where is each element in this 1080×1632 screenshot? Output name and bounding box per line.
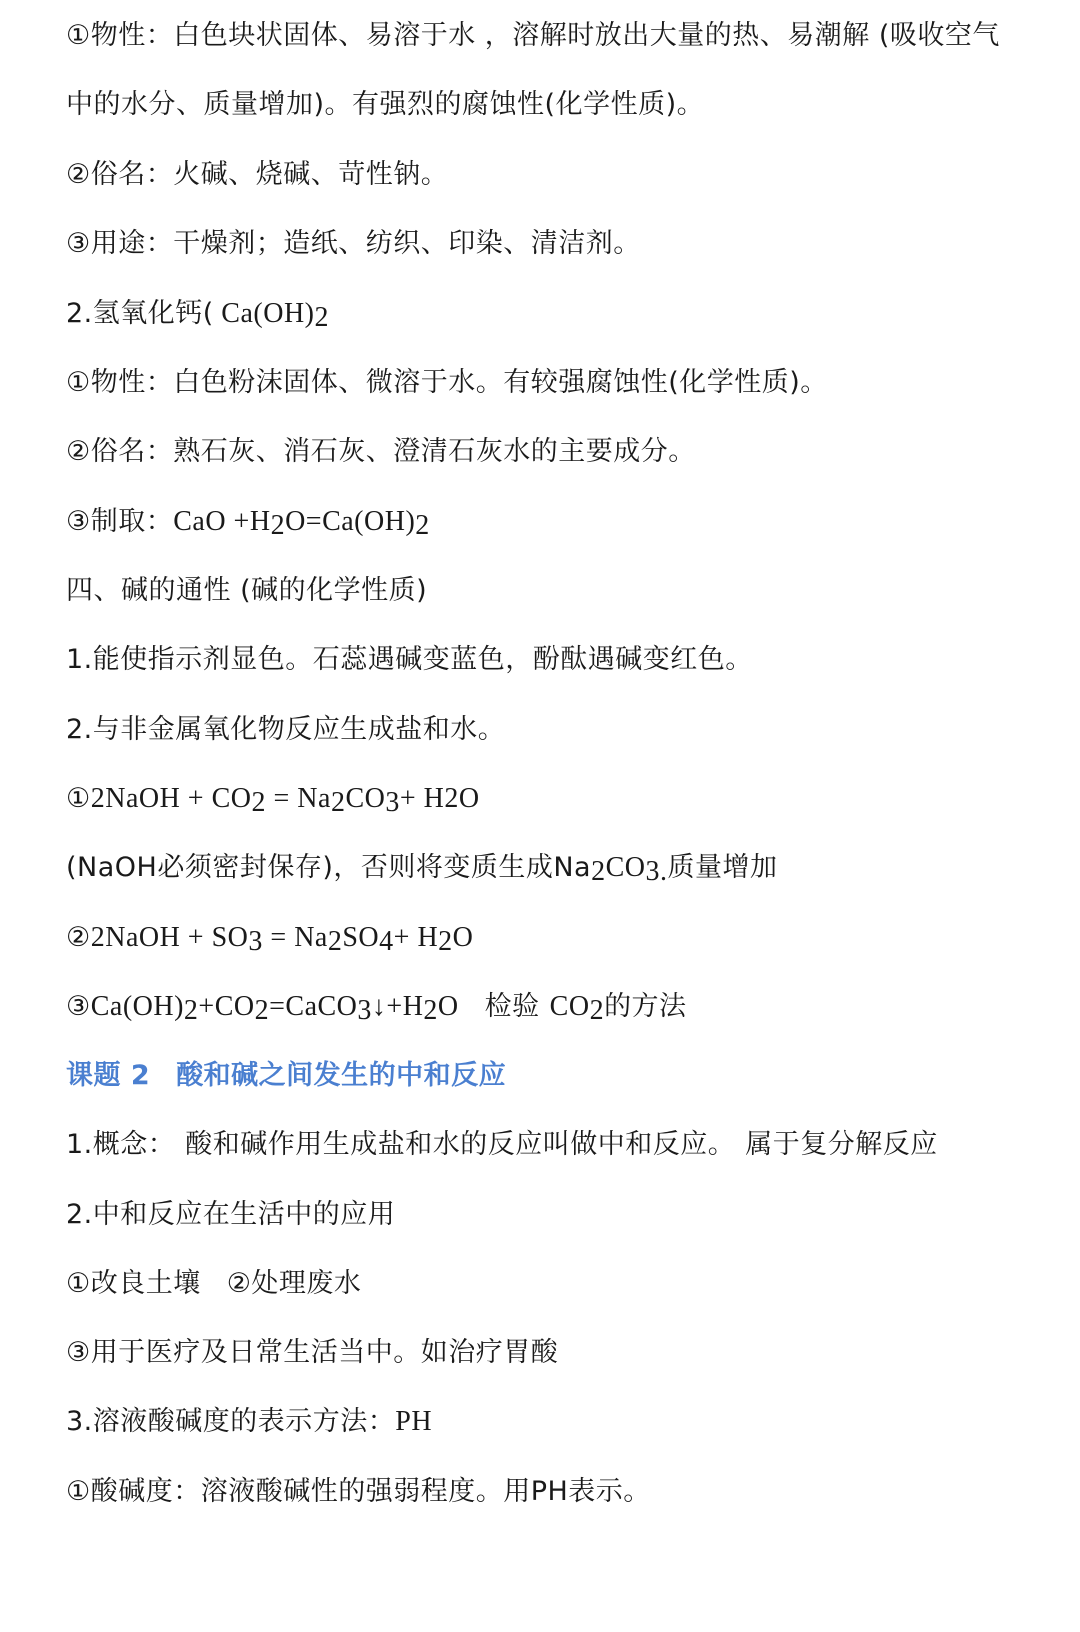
equation-part: CaO +H xyxy=(173,506,271,537)
text-line-applications-2: ③用于医疗及日常生活当中。如治疗胃酸 xyxy=(66,1337,559,1368)
text-line-caoh2-preparation xyxy=(66,504,430,540)
caoh2-formula: Ca(OH) xyxy=(213,298,315,329)
text-line-caoh2-common-names: ②俗名：熟石灰、消石灰、澄清石灰水的主要成分。 xyxy=(66,436,696,467)
lesson-title: 酸和碱之间发生的中和反应 xyxy=(176,1060,507,1091)
equation-part: ↓+H xyxy=(371,991,424,1022)
text-line-naoh-properties: ①物性：白色块状固体、易溶于水 ，溶解时放出大量的热、易潮解 (吸收空气 xyxy=(66,20,1000,51)
storage-note-end: 质量增加 xyxy=(667,852,778,883)
subscript: 2 xyxy=(438,926,453,957)
text-line-ph-definition: ①酸碱度：溶液酸碱性的强弱程度。用PH表示。 xyxy=(66,1476,651,1507)
text-line-concept xyxy=(66,1127,938,1163)
subscript: 2 xyxy=(591,856,606,887)
text-line-naoh-properties-cont: 中的水分、质量增加)。有强烈的腐蚀性(化学性质)。 xyxy=(66,89,705,120)
subscript: 2 xyxy=(254,995,270,1026)
equation-part: + H xyxy=(393,922,439,953)
equation-number: ① xyxy=(66,783,91,814)
text-line-caoh2-properties: ①物性：白色粉沫固体、微溶于水。有较强腐蚀性(化学性质)。 xyxy=(66,367,828,398)
subscript: 2 xyxy=(415,510,430,541)
lesson-number: 课题 2 xyxy=(66,1060,151,1091)
formula-part: CO xyxy=(605,852,646,883)
concept-label: 1.概念： xyxy=(66,1129,176,1160)
text-line-caoh2-heading xyxy=(66,296,329,332)
storage-note: (NaOH必须密封保存)，否则将变质生成Na xyxy=(66,852,592,883)
equation-part: 2NaOH + SO xyxy=(90,922,249,953)
subscript: 2 xyxy=(423,995,438,1026)
subscript: 3 xyxy=(248,926,263,957)
concept-classification: 属于复分解反应 xyxy=(745,1129,938,1160)
section-heading-lesson-2 xyxy=(66,1058,506,1094)
text-line-applications-heading: 2.中和反应在生活中的应用 xyxy=(66,1199,396,1230)
application-wastewater: ②处理废水 xyxy=(226,1268,362,1299)
equation-part: Ca(OH) xyxy=(90,991,184,1022)
equation-part: +CO xyxy=(198,991,255,1022)
text-line-naoh-uses: ③用途：干燥剂；造纸、纺织、印染、清洁剂。 xyxy=(66,228,641,259)
equation-part: = Na xyxy=(266,783,331,814)
subscript: 2 xyxy=(314,302,329,333)
test-label: 检验 xyxy=(484,991,540,1022)
subscript: 3 xyxy=(357,995,372,1026)
subscript: 2 xyxy=(270,510,286,541)
subscript: 2 xyxy=(589,995,605,1026)
equation-number: ② xyxy=(66,922,91,953)
equation-part: = Na xyxy=(262,922,328,953)
equation-caoh2-co2 xyxy=(66,989,687,1025)
text-line-nonmetal-oxide: 2.与非金属氧化物反应生成盐和水。 xyxy=(66,714,506,745)
subscript: 2 xyxy=(183,995,199,1026)
equation-naoh-co2 xyxy=(66,781,480,817)
text-line-indicator: 1.能使指示剂显色。石蕊遇碱变蓝色，酚酞遇碱变红色。 xyxy=(66,644,753,675)
text-line-applications-1 xyxy=(66,1266,361,1302)
equation-part: O xyxy=(437,991,459,1022)
equation-number: ③ xyxy=(66,991,91,1022)
application-soil: ①改良土壤 xyxy=(66,1268,201,1299)
equation-part: SO xyxy=(342,922,380,953)
method-label: 的方法 xyxy=(604,991,687,1022)
preparation-label: ③制取： xyxy=(66,506,174,537)
text-line-naoh-storage xyxy=(66,850,778,886)
subscript: 3. xyxy=(645,856,668,887)
subscript: 4 xyxy=(379,926,394,957)
subscript: 2 xyxy=(327,926,343,957)
text-line-ph-heading xyxy=(66,1404,432,1440)
section-heading-base-properties: 四、碱的通性 (碱的化学性质) xyxy=(66,575,428,606)
caoh2-heading-label: 2.氢氧化钙( xyxy=(66,298,214,329)
ph-label: PH xyxy=(395,1406,433,1437)
equation-part: O=Ca(OH) xyxy=(285,506,416,537)
subscript: 2 xyxy=(251,787,266,818)
equation-part: 2NaOH + CO xyxy=(90,783,252,814)
formula-part: CO xyxy=(549,991,590,1022)
concept-definition: 酸和碱作用生成盐和水的反应叫做中和反应。 xyxy=(185,1129,736,1160)
subscript: 3 xyxy=(385,787,400,818)
equation-part: O xyxy=(452,922,474,953)
equation-part: + H2O xyxy=(399,783,480,814)
equation-part: =CaCO xyxy=(269,991,358,1022)
ph-heading-label: 3.溶液酸碱度的表示方法： xyxy=(66,1406,396,1437)
equation-naoh-so3 xyxy=(66,920,473,956)
text-line-naoh-common-names: ②俗名：火碱、烧碱、苛性钠。 xyxy=(66,159,449,190)
equation-part: CO xyxy=(345,783,386,814)
subscript: 2 xyxy=(330,787,346,818)
